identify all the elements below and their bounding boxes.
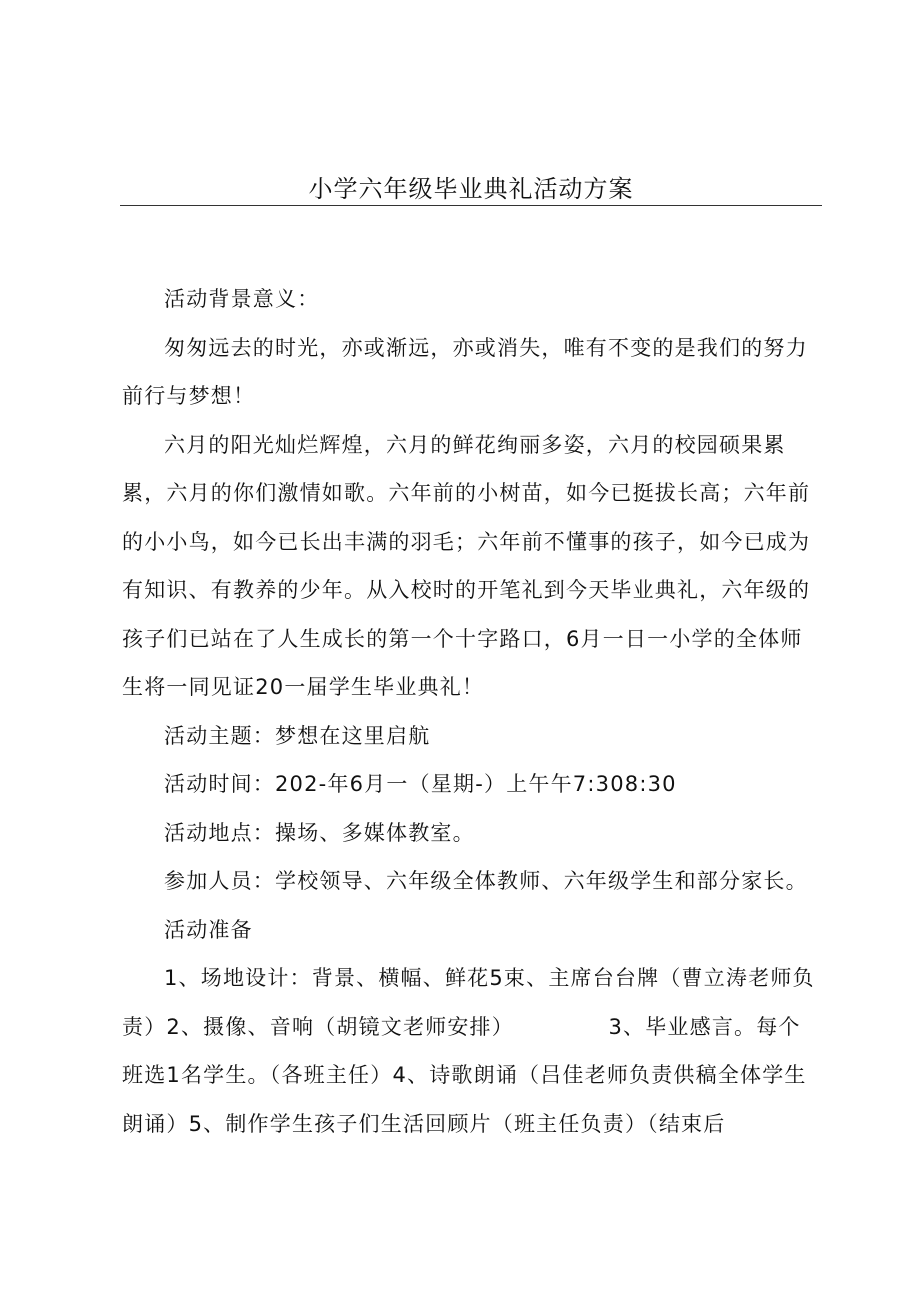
paragraph-background-heading: 活动背景意义： — [164, 287, 320, 311]
paragraph-preparation-heading: 活动准备 — [164, 917, 253, 942]
paragraph-june: 六月的阳光灿烂辉煌，六月的鲜花绚丽多姿，六月的校园硕果累累，六月的你们激情如歌。六年前的小树苗，如今已挺拔长高；六年前的小小鸟，如今已长出丰满的羽毛；六年前不懂事的孩子，如今已成为有知识、有教养的少年。从入校时的开笔礼到今天毕业典礼，六年级的孩子们已站在了人生成长的第一个十字路口，6月一日一小学的全体师生将一同见证20一届学生毕业典礼！ — [122, 432, 811, 699]
title-underline — [120, 205, 822, 206]
paragraph-location: 活动地点：操场、多媒体教室。 — [164, 820, 475, 845]
paragraph-intro: 匆匆远去的时光，亦或渐远，亦或消失，唯有不变的是我们的努力前行与梦想！ — [122, 335, 808, 408]
document-body — [122, 275, 822, 1148]
paragraph-time: 活动时间：202-年6月一（星期-）上午午7:308:30 — [164, 772, 677, 796]
paragraph-preparation-items: 1、场地设计：背景、横幅、鲜花5束、主席台台牌（曹立涛老师负责）2、摄像、音响（胡镜文老师安排） 3、毕业感言。每个班选1名学生。（各班主任）4、诗歌朗诵（吕佳老师负责供稿全体学生朗诵）5、制作学生孩子们生活回顾片（班主任负责）（结束后 — [122, 966, 815, 1136]
document-title: 小学六年级毕业典礼活动方案 — [308, 175, 634, 203]
paragraph-participants: 参加人员：学校领导、六年级全体教师、六年级学生和部分家长。 — [164, 869, 808, 893]
paragraph-theme: 活动主题：梦想在这里启航 — [164, 723, 431, 748]
